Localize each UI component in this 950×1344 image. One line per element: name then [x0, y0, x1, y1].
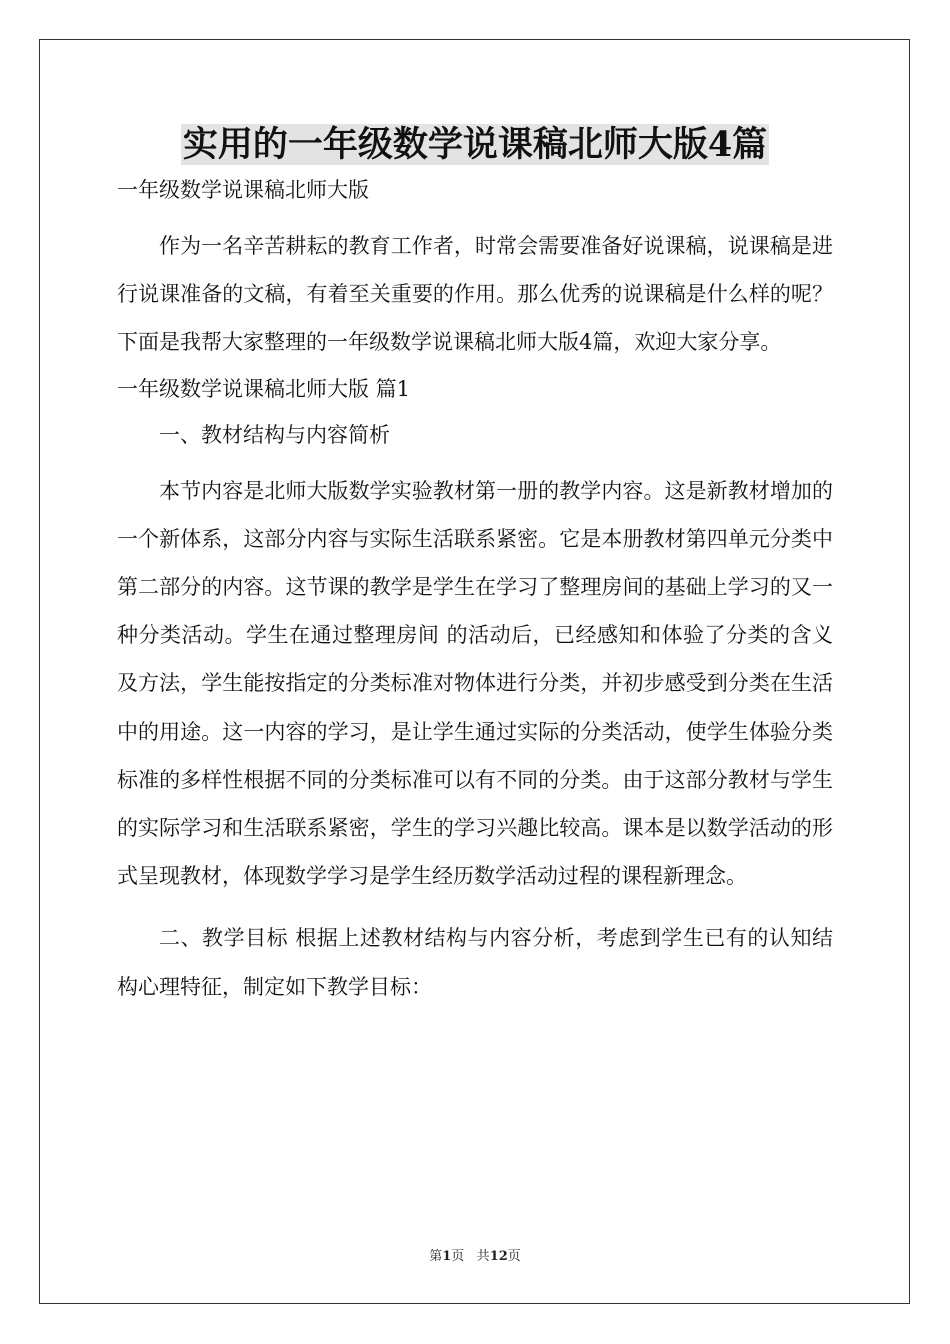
footer-total-suffix: 页 — [507, 1249, 521, 1264]
document-title-text: 实用的一年级数学说课稿北师大版4篇 — [182, 124, 768, 165]
section-body-paragraph: 本节内容是北师大版数学实验教材第一册的教学内容。这是新教材增加的一个新体系，这部分内容与实际生活联系紧密。它是本册教材第四单元分类中第二部分的内容。这节课的教学是学生在学习了整理房间的基础上学习的又一种分类活动。学生在通过整理房间 的活动后，已经感知和体验了分类的含义及方法，学生能按指定的分类标准对物体进行分类，并初步感受到分类在生活中的用途。这一内容的学习，是让学生通过实际的分类活动，使学生体验分类标准的多样性根据不同的分类标准可以有不同的分类。由于这部分教材与学生的实际学习和生活联系紧密，学生的学习兴趣比较高。课本是以数学活动的形式呈现教材，体现数学学习是学生经历数学活动过程的课程新理念。 — [117, 478, 833, 889]
page-footer — [0, 1245, 950, 1264]
objectives-paragraph: 二、教学目标 根据上述教材结构与内容分析，考虑到学生已有的认知结构心理特征，制定如下教学目标： — [117, 926, 833, 999]
section-heading: 一、教材结构与内容简析 — [159, 422, 390, 447]
document-subtitle: 一年级数学说课稿北师大版 — [117, 178, 369, 202]
document-content — [117, 120, 833, 1011]
part-heading: 一年级数学说课稿北师大版 篇1 — [117, 376, 411, 401]
footer-page-suffix: 页 — [451, 1249, 465, 1264]
current-page-number: 1 — [442, 1249, 452, 1264]
intro-paragraph: 作为一名辛苦耕耘的教育工作者，时常会需要准备好说课稿，说课稿是进行说课准备的文稿，有着至关重要的作用。那么优秀的说课稿是什么样的呢？下面是我帮大家整理的一年级数学说课稿北师大版4篇，欢迎大家分享。 — [117, 234, 833, 355]
total-pages-number: 12 — [489, 1249, 508, 1264]
footer-prefix: 第 — [429, 1249, 443, 1264]
document-title — [117, 120, 833, 170]
footer-total-prefix: 共 — [476, 1249, 490, 1264]
